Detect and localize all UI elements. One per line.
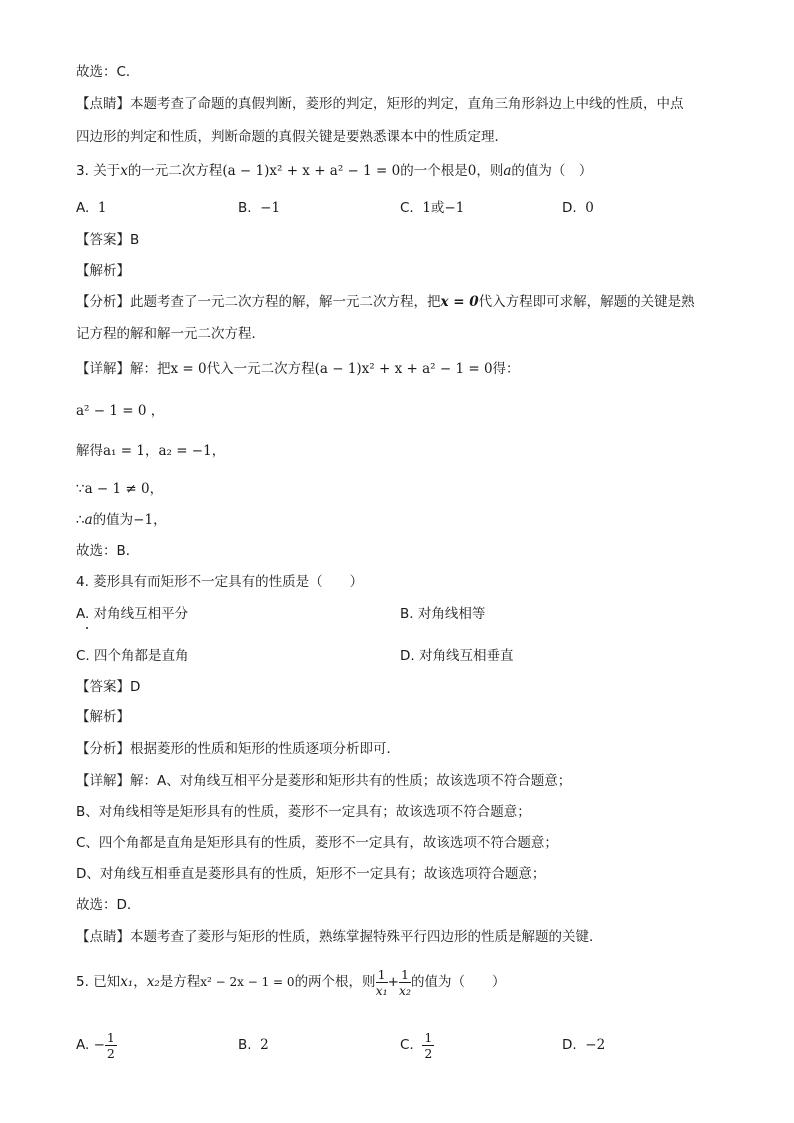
q3-step2 [76, 442, 225, 460]
q3-var-x: x [120, 163, 128, 179]
q3-fenxi-eq: x = 0 [440, 294, 479, 310]
option-value: −1 [260, 200, 281, 216]
q3-xiangjie-text: 得： [492, 361, 520, 377]
q3-step2-end: ， [211, 443, 226, 459]
option-value: −1 [444, 200, 465, 216]
q4-fenxi: 【分析】根据菱形的性质和矩形的性质逐项分析即可． [76, 741, 400, 757]
q3-step2-text: 解得 [76, 443, 103, 459]
prev-dianjing-line2: 四边形的判定和性质，判断命题的真假关键是要熟悉课本中的性质定理． [76, 129, 508, 145]
q5-x1: x₁ [120, 974, 134, 990]
frac-num: 1 [376, 967, 388, 983]
q5-option-c [400, 1027, 434, 1063]
option-sign: − [93, 1037, 105, 1053]
option-label: C. [400, 200, 414, 216]
q3-number: 3. [76, 163, 89, 179]
stray-dot [86, 627, 88, 629]
q5-stem-text: 是方程 [159, 974, 201, 990]
q3-option-b [238, 199, 280, 217]
therefore-symbol: ∴ [76, 512, 85, 528]
q3-zero: 0 [467, 163, 477, 179]
because-symbol: ∵ [76, 481, 85, 497]
prev-choose: 故选：C． [76, 64, 140, 80]
q3-step1-eq: a² − 1 = 0 ， [76, 403, 165, 419]
q4-dianjing: 【点睛】本题考查了菱形与矩形的性质，熟练掌握特殊平行四边形的性质是解题的关键． [76, 929, 603, 945]
q4-d-line: D、对角线互相垂直是菱形具有的性质，矩形不一定具有；故该选项符合题意； [76, 866, 546, 882]
option-label: D. [562, 1037, 577, 1053]
option-label: B. [238, 1037, 252, 1053]
q3-fenxi-line2: 记方程的解和解一元二次方程． [76, 326, 265, 342]
option-label: B. [238, 200, 252, 216]
option-value: 1 [422, 200, 431, 216]
q5-option-d [562, 1027, 605, 1063]
q5-option-a [76, 1027, 117, 1063]
option-label: A. [76, 200, 90, 216]
q3-answer: 【答案】B [76, 232, 140, 248]
q3-analysis-title: 【解析】 [76, 263, 130, 279]
q5-stem-text: 已知 [93, 974, 121, 990]
frac-den: 2 [424, 1045, 433, 1061]
q3-xiangjie [76, 360, 520, 378]
option-value: 1 [97, 200, 107, 216]
q3-stem-part: 的一个根是 [400, 163, 468, 179]
q3-xiangjie-text: 代入一元二次方程 [206, 361, 315, 377]
q3-fenxi-line1 [76, 293, 695, 311]
q4-stem: 4. 菱形具有而矩形不一定具有的性质是（ ） [76, 574, 364, 590]
q3-fenxi-text: 【分析】此题考查了一元二次方程的解，解一元二次方程，把 [76, 294, 441, 310]
q3-xiangjie-equation: (a − 1)x² + x + a² − 1 = 0 [314, 361, 493, 377]
q4-option-a: A. 对角线互相平分 [76, 606, 189, 622]
q4-c-line: C、四个角都是直角是矩形具有的性质，菱形不一定具有，故该选项不符合题意； [76, 835, 558, 851]
q3-step3-end: ， [149, 481, 164, 497]
frac-den: 2 [106, 1045, 115, 1061]
frac-num: 1 [106, 1029, 115, 1045]
q3-xiangjie-text: 【详解】解：把 [76, 361, 171, 377]
q3-step4 [76, 511, 167, 529]
q3-step3-eq: a − 1 ≠ 0 [84, 481, 150, 497]
q3-option-a [76, 199, 106, 217]
q4-choose: 故选：D． [76, 897, 141, 913]
frac-num: 1 [424, 1029, 433, 1045]
q3-stem-part: 的一元二次方程 [127, 163, 223, 179]
frac-den: x₁ [375, 982, 388, 998]
option-label: D. [562, 200, 577, 216]
q3-xiangjie-x0: x = 0 [170, 361, 207, 377]
q5-a-fraction [105, 1030, 117, 1061]
q5-stem-text: 的两个根，则 [294, 974, 376, 990]
q5-fraction-1 [376, 967, 388, 998]
q3-step1 [76, 402, 164, 420]
q5-equation: x² − 2x − 1 = 0 [200, 975, 295, 989]
option-value: 0 [585, 200, 594, 216]
q3-choose: 故选：B． [76, 543, 140, 559]
q3-step4-val: −1 [133, 512, 154, 528]
q3-step4-text: 的值为 [92, 512, 134, 528]
option-value: 或 [430, 200, 445, 216]
q5-number: 5. [76, 974, 89, 990]
q5-plus: + [387, 974, 399, 990]
option-value: 2 [260, 1037, 269, 1053]
q4-analysis-title: 【解析】 [76, 709, 130, 725]
q3-step2-a2: a₂ = −1 [158, 443, 212, 459]
q4-b-line: B、对角线相等是矩形具有的性质，菱形不一定具有；故该选项不符合题意； [76, 804, 531, 820]
q3-stem-part: 的值为（ ） [511, 163, 593, 179]
q5-c-fraction [422, 1030, 434, 1061]
option-value: −2 [585, 1037, 606, 1053]
q3-stem [76, 162, 592, 180]
q3-step4-end: ， [153, 512, 167, 528]
q3-step2-sep: ， [144, 443, 159, 459]
q4-option-d: D. 对角线互相垂直 [400, 648, 514, 664]
q5-sep: ， [133, 974, 147, 990]
q5-fraction-2 [399, 967, 411, 998]
q4-xiangjie: 【详解】解：A、对角线互相平分是菱形和矩形共有的性质；故该选项不符合题意； [76, 773, 572, 789]
q3-option-d [562, 199, 594, 217]
prev-dianjing-line1: 【点睛】本题考查了命题的真假判断，菱形的判定，矩形的判定，直角三角形斜边上中线的性质，中点 [76, 96, 684, 112]
q4-option-c: C. 四个角都是直角 [76, 648, 189, 664]
q3-step4-var: a [84, 512, 93, 528]
q5-x2: x₂ [146, 974, 160, 990]
q3-equation: (a − 1)x² + x + a² − 1 = 0 [222, 163, 401, 179]
q3-fenxi-text: 代入方程即可求解，解题的关键是熟 [478, 294, 695, 310]
q3-option-c [400, 199, 464, 217]
q5-stem [76, 964, 506, 1000]
q3-var-a: a [503, 163, 512, 179]
option-label: A. [76, 1037, 90, 1053]
option-label: C. [400, 1037, 414, 1053]
q3-step3 [76, 480, 163, 498]
q5-option-b [238, 1027, 269, 1063]
q3-stem-part: ，则 [476, 163, 504, 179]
frac-den: x₂ [398, 982, 411, 998]
q4-option-b: B. 对角线相等 [400, 606, 486, 622]
frac-num: 1 [399, 967, 411, 983]
q4-answer: 【答案】D [76, 679, 141, 695]
q3-stem-part: 关于 [93, 163, 121, 179]
q5-stem-text: 的值为（ ） [411, 974, 506, 990]
q3-step2-a1: a₁ = 1 [103, 443, 145, 459]
